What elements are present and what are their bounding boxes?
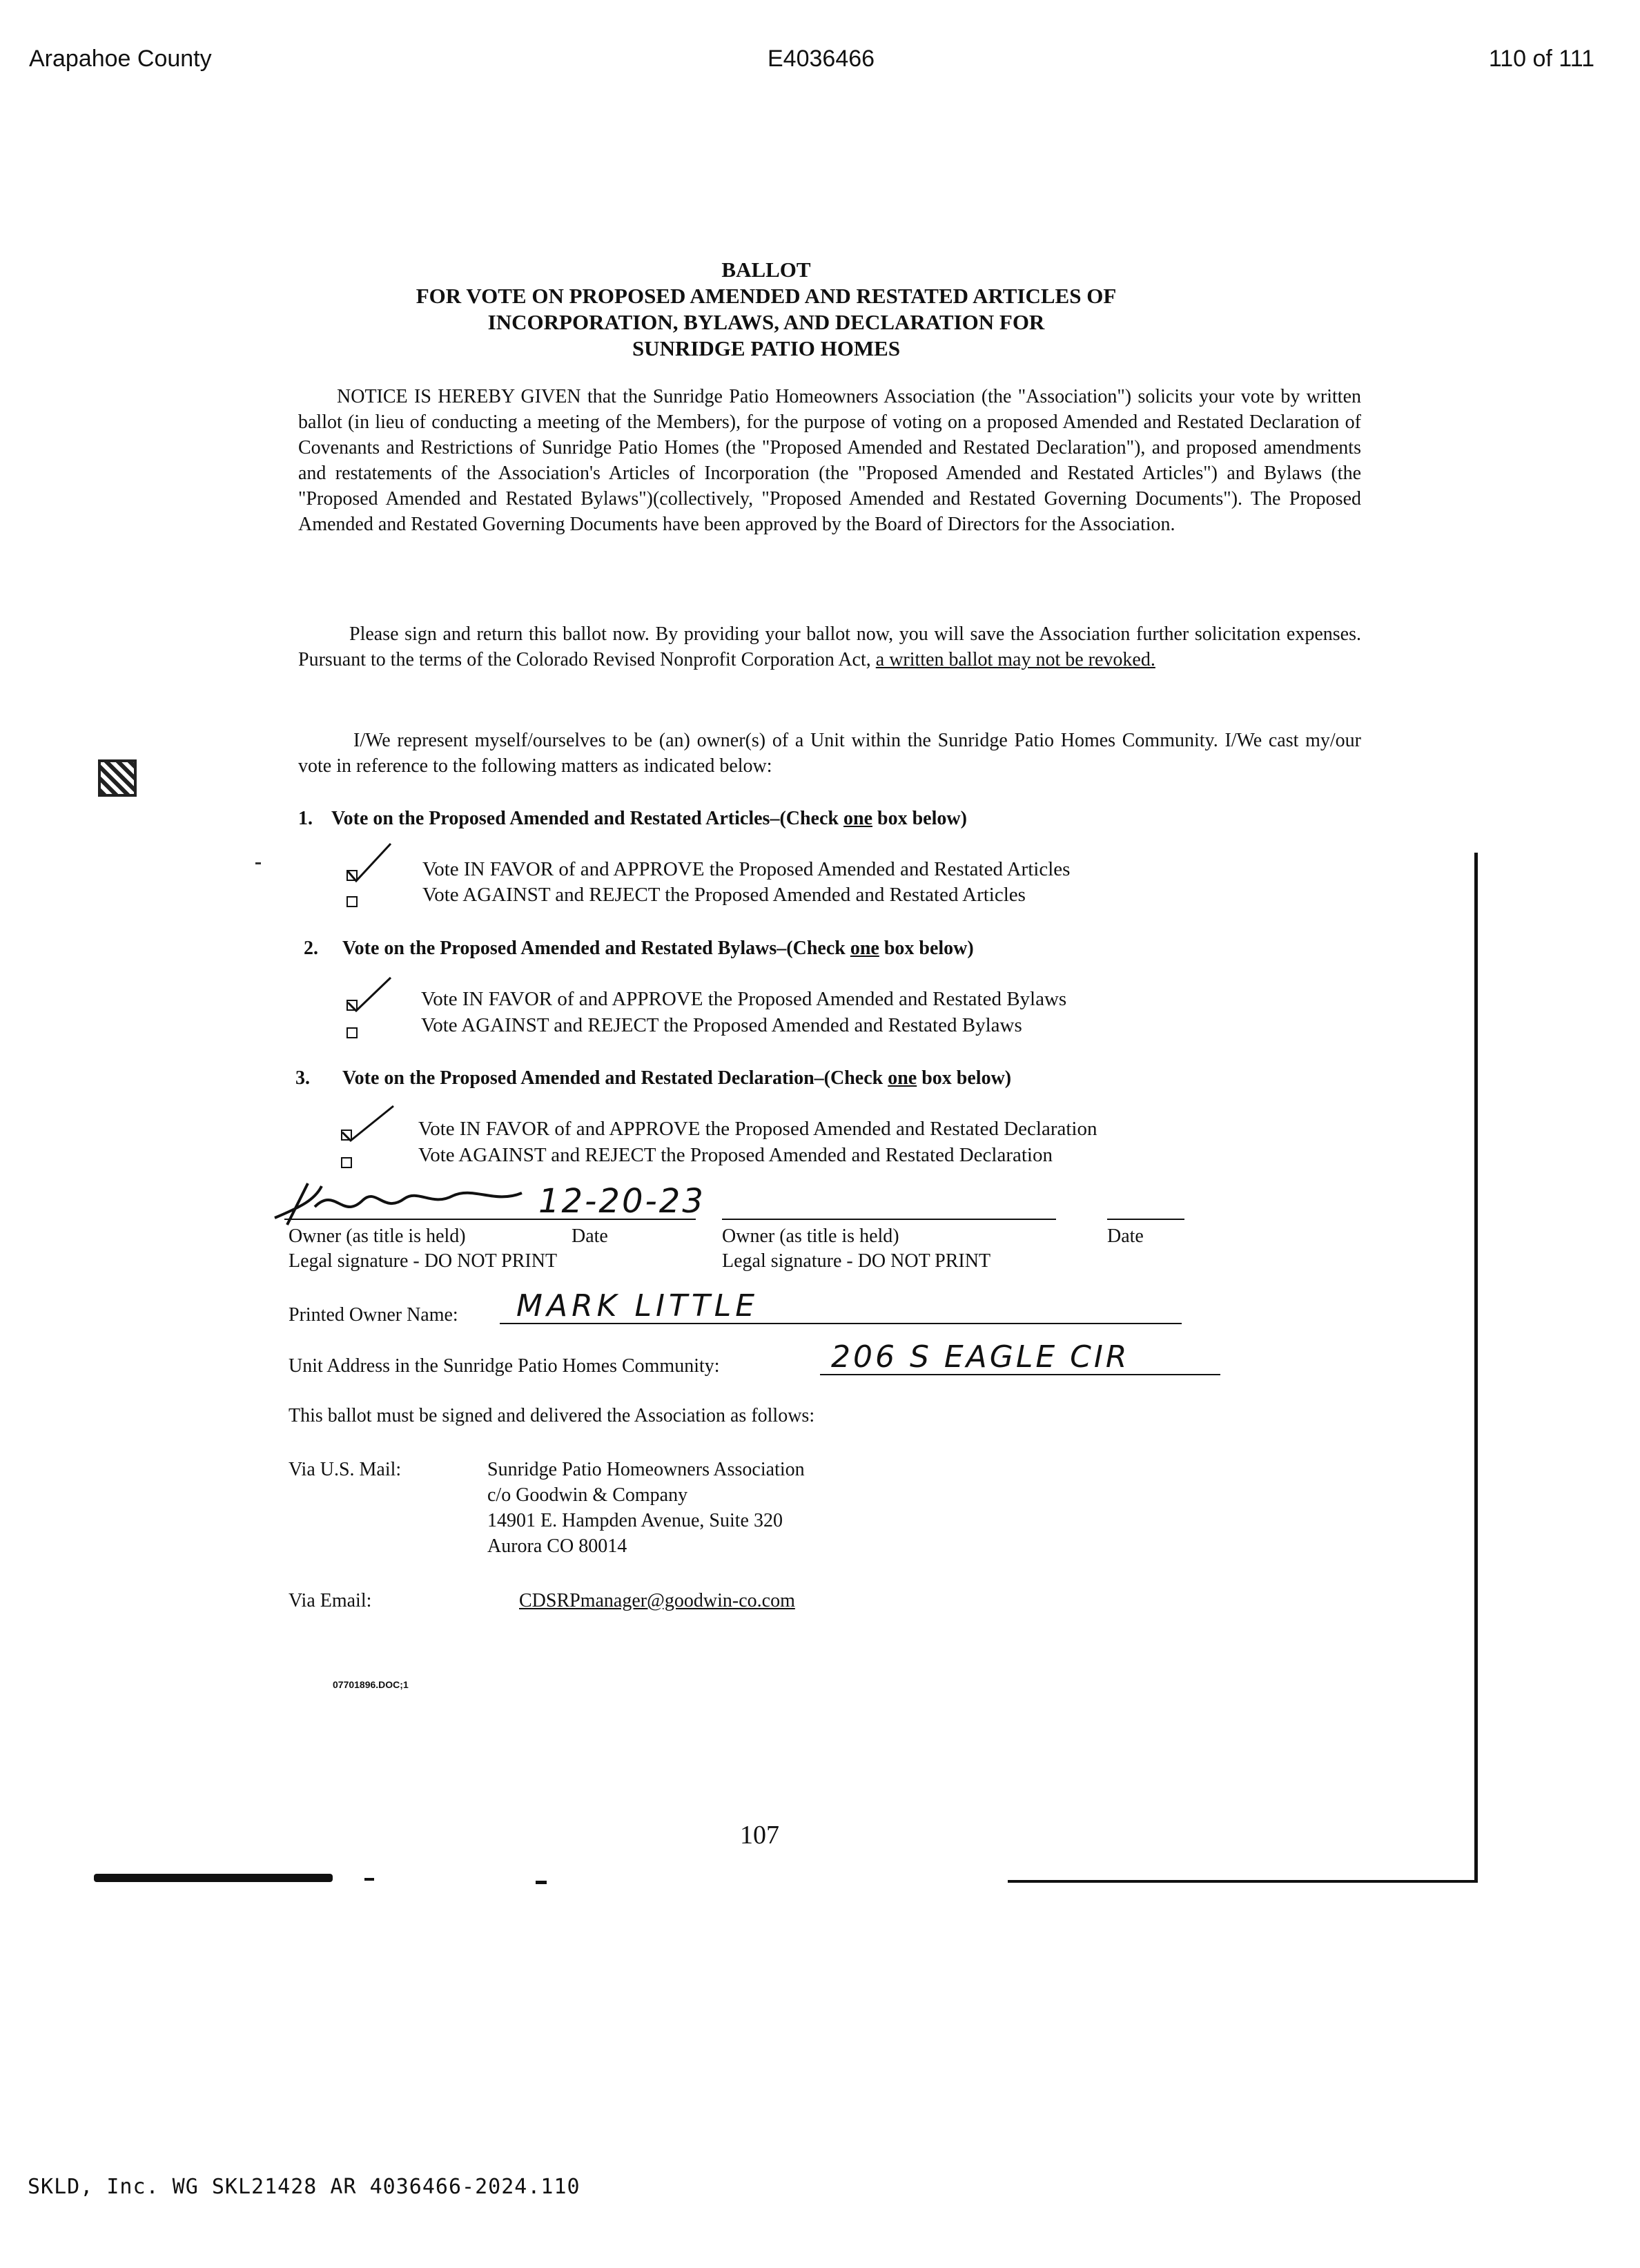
- delivery-intro: This ballot must be signed and delivered the Association as follows:: [289, 1405, 815, 1426]
- document-code: 07701896.DOC;1: [333, 1679, 409, 1690]
- bottom-border-line: [1008, 1880, 1477, 1883]
- email-link[interactable]: CDSRPmanager@goodwin-co.com: [519, 1590, 795, 1611]
- scan-dash: [255, 862, 261, 864]
- against-checkbox-bylaws[interactable]: [346, 1027, 358, 1038]
- footer-id: SKLD, Inc. WG SKL21428 AR 4036466-2024.110: [28, 2175, 580, 2199]
- owner-signature-line[interactable]: [284, 1219, 696, 1220]
- county-name: Arapahoe County: [29, 46, 212, 72]
- scan-dash: [536, 1881, 547, 1884]
- bottom-left-bar: [94, 1874, 333, 1882]
- please-sign-paragraph: Please sign and return this ballot now. By providing your ballot now, you will save the Association further solicitation expenses. Pursuant to the terms of the Colorado Revised Nonprofit Corporation Act, a written ballot may not be revoked.: [298, 623, 1361, 670]
- page-number: 107: [740, 1821, 779, 1850]
- against-checkbox-declaration[interactable]: [341, 1157, 352, 1168]
- vote-question-articles: 1. Vote on the Proposed Amended and Restated Articles–(Check one box below): [298, 808, 967, 829]
- ballot-title: BALLOT FOR VOTE ON PROPOSED AMENDED AND RESTATED ARTICLES OF INCORPORATION, BYLAWS, AND DECLARATION FOR SUNRIDGE PATIO HOMES: [416, 258, 1117, 360]
- unit-address-value: 206 S EAGLE CIR: [831, 1339, 1130, 1375]
- date2-label: Date: [1107, 1225, 1144, 1247]
- mail-address: Sunridge Patio Homeowners Association c/o Goodwin & Company 14901 E. Hampden Avenue, Suite 320 Aurora CO 80014: [487, 1459, 805, 1557]
- unit-address-line[interactable]: [820, 1374, 1220, 1375]
- owner2-date-line[interactable]: [1107, 1219, 1184, 1220]
- page-count: 110 of 111: [1488, 46, 1594, 72]
- legal-signature-label: Legal signature - DO NOT PRINT: [289, 1250, 558, 1272]
- printed-name-line[interactable]: [500, 1323, 1182, 1324]
- mail-label: Via U.S. Mail:: [289, 1459, 402, 1480]
- checkmark-icon: [345, 973, 393, 1014]
- scan-dash: [364, 1878, 374, 1881]
- against-option-articles: Vote AGAINST and REJECT the Proposed Amended and Restated Articles: [422, 884, 1026, 906]
- checkmark-icon: [340, 1103, 396, 1143]
- against-option-bylaws: Vote AGAINST and REJECT the Proposed Amended and Restated Bylaws: [421, 1014, 1022, 1036]
- right-border-line: [1474, 853, 1478, 1883]
- email-label: Via Email:: [289, 1590, 372, 1611]
- revocation-notice: a written ballot may not be revoked.: [875, 649, 1155, 670]
- owner-signature-icon: [273, 1179, 529, 1228]
- reception-number: E4036466: [768, 46, 875, 72]
- legal-signature-label-2: Legal signature - DO NOT PRINT: [722, 1250, 991, 1272]
- owner2-label: Owner (as title is held): [722, 1225, 899, 1247]
- date-label: Date: [572, 1225, 608, 1247]
- handwritten-date: 12-20-23: [538, 1182, 705, 1221]
- printed-name-value: MARK LITTLE: [516, 1288, 759, 1324]
- against-checkbox-articles[interactable]: [346, 896, 358, 907]
- owner-label: Owner (as title is held): [289, 1225, 466, 1247]
- printed-name-label: Printed Owner Name:: [289, 1304, 458, 1326]
- vote-question-bylaws: 2. Vote on the Proposed Amended and Restated Bylaws–(Check one box below): [304, 938, 974, 959]
- favor-option-bylaws: Vote IN FAVOR of and APPROVE the Proposed Amended and Restated Bylaws: [421, 988, 1067, 1010]
- favor-option-articles: Vote IN FAVOR of and APPROVE the Proposed Amended and Restated Articles: [422, 858, 1071, 880]
- checkmark-icon: [345, 841, 393, 884]
- scan-barcode-icon: [98, 759, 137, 797]
- favor-option-declaration: Vote IN FAVOR of and APPROVE the Proposed Amended and Restated Declaration: [418, 1118, 1097, 1140]
- vote-question-declaration: 3. Vote on the Proposed Amended and Restated Declaration–(Check one box below): [295, 1067, 1012, 1089]
- unit-address-label: Unit Address in the Sunridge Patio Homes Community:: [289, 1355, 720, 1377]
- represent-paragraph: I/We represent myself/ourselves to be (an) owner(s) of a Unit within the Sunridge Patio Homes Community. I/We cast my/our vote in reference to the following matters as indicated below:: [298, 730, 1361, 777]
- against-option-declaration: Vote AGAINST and REJECT the Proposed Amended and Restated Declaration: [418, 1144, 1053, 1166]
- notice-paragraph: NOTICE IS HEREBY GIVEN that the Sunridge Patio Homeowners Association (the "Association") solicits your vote by written ballot (in lieu of conducting a meeting of the Members), for the purpose of voting on a proposed Amended and Restated Declaration of Covenants and Restrictions of Sunridge Patio Homes (the "Proposed Amended and Restated Declaration"), and proposed amendments and restatements of the Association's Articles of Incorporation (the "Proposed Amended and Restated Articles") and Bylaws (the "Proposed Amended and Restated Bylaws")(collectively, "Proposed Amended and Restated Governing Documents"). The Proposed Amended and Restated Governing Documents have been approved by the Board of Directors for the Association.: [298, 386, 1361, 535]
- owner2-signature-line[interactable]: [722, 1219, 1056, 1220]
